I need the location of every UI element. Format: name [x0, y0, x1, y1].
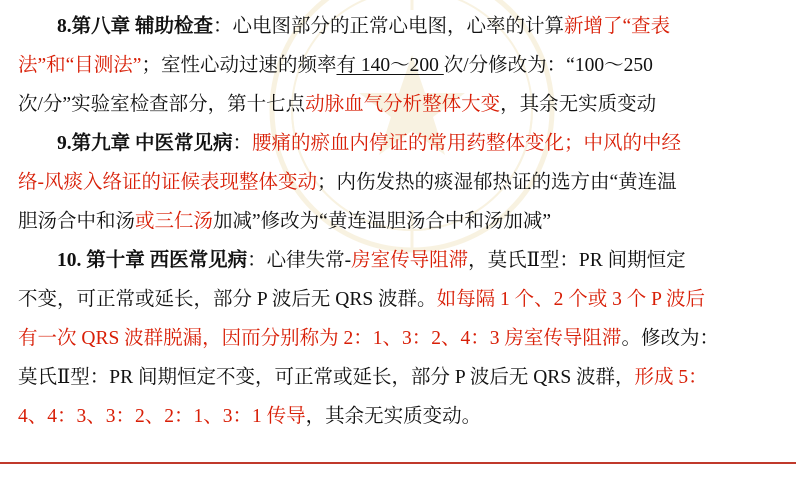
text-run: 10. 第十章 西医常见病 [57, 250, 248, 271]
paragraph-item-9 [18, 125, 778, 162]
text-run: 。修改为： [621, 328, 719, 349]
text-run: 形成 5： [634, 367, 708, 388]
text-run: 有一次 QRS 波群脱漏，因而分别称为 2：1、3：2、4：3 房室传导阻滞 [18, 328, 622, 349]
bottom-divider [0, 462, 796, 464]
text-run: 次/分修改为：“100～250 [443, 55, 653, 76]
text-run: 动脉血气分析整体大变 [305, 94, 501, 115]
text-run: 腰痛的瘀血内停证的常用药整体变化；中风的中经 [252, 133, 682, 154]
text-run: ，其余无实质变动。 [305, 406, 482, 427]
text-run: ：心律失常- [247, 250, 352, 271]
text-run: 8.第八章 辅助检查 [57, 16, 214, 37]
paragraph-item-10-line4 [18, 359, 778, 396]
paragraph-item-10 [18, 242, 778, 279]
text-run: 胆汤合中和汤 [18, 211, 136, 232]
text-run: ，莫氏Ⅱ型：PR 间期恒定 [468, 250, 686, 271]
paragraph-item-8-line2 [18, 47, 778, 84]
paragraph-item-9-line2 [18, 164, 778, 201]
text-run: 加减”修改为“黄连温胆汤合中和汤加减” [213, 211, 551, 232]
paragraph-item-8 [18, 8, 778, 45]
text-run: ： [232, 133, 253, 154]
text-run: 有 140～200 [336, 55, 444, 76]
text-run: 房室传导阻滞 [351, 250, 469, 271]
text-run: 不变，可正常或延长，部分 P 波后无 QRS 波群。 [18, 289, 437, 310]
paragraph-item-10-line3 [18, 320, 778, 357]
text-run: 莫氏Ⅱ型：PR 间期恒定不变，可正常或延长，部分 P 波后无 QRS 波群， [18, 367, 635, 388]
text-run: 9.第九章 中医常见病 [57, 133, 233, 154]
text-run: 络-风痰入络证的证候表现整体变动 [18, 172, 317, 193]
paragraph-item-10-line2 [18, 281, 778, 318]
paragraph-item-8-line3 [18, 86, 778, 123]
text-run: 或三仁汤 [135, 211, 214, 232]
paragraph-item-9-line3 [18, 203, 778, 240]
text-run: ：心电图部分的正常心电图，心率的计算 [213, 16, 565, 37]
text-run: 新增了“查表 [564, 16, 671, 37]
paragraph-item-10-line5 [18, 398, 778, 435]
text-run: 次/分”实验室检查部分，第十七点 [18, 94, 306, 115]
text-run: ；室性心动过速的频率 [141, 55, 337, 76]
text-run: 4、4：3、3：2、2：1、3：1 传导 [18, 406, 306, 427]
text-run: 法”和“目测法” [18, 55, 142, 76]
text-run: ；内伤发热的痰湿郁热证的选方由“黄连温 [317, 172, 677, 193]
text-run: 如每隔 1 个、2 个或 3 个 P 波后 [436, 289, 706, 310]
text-run: ，其余无实质变动 [500, 94, 657, 115]
